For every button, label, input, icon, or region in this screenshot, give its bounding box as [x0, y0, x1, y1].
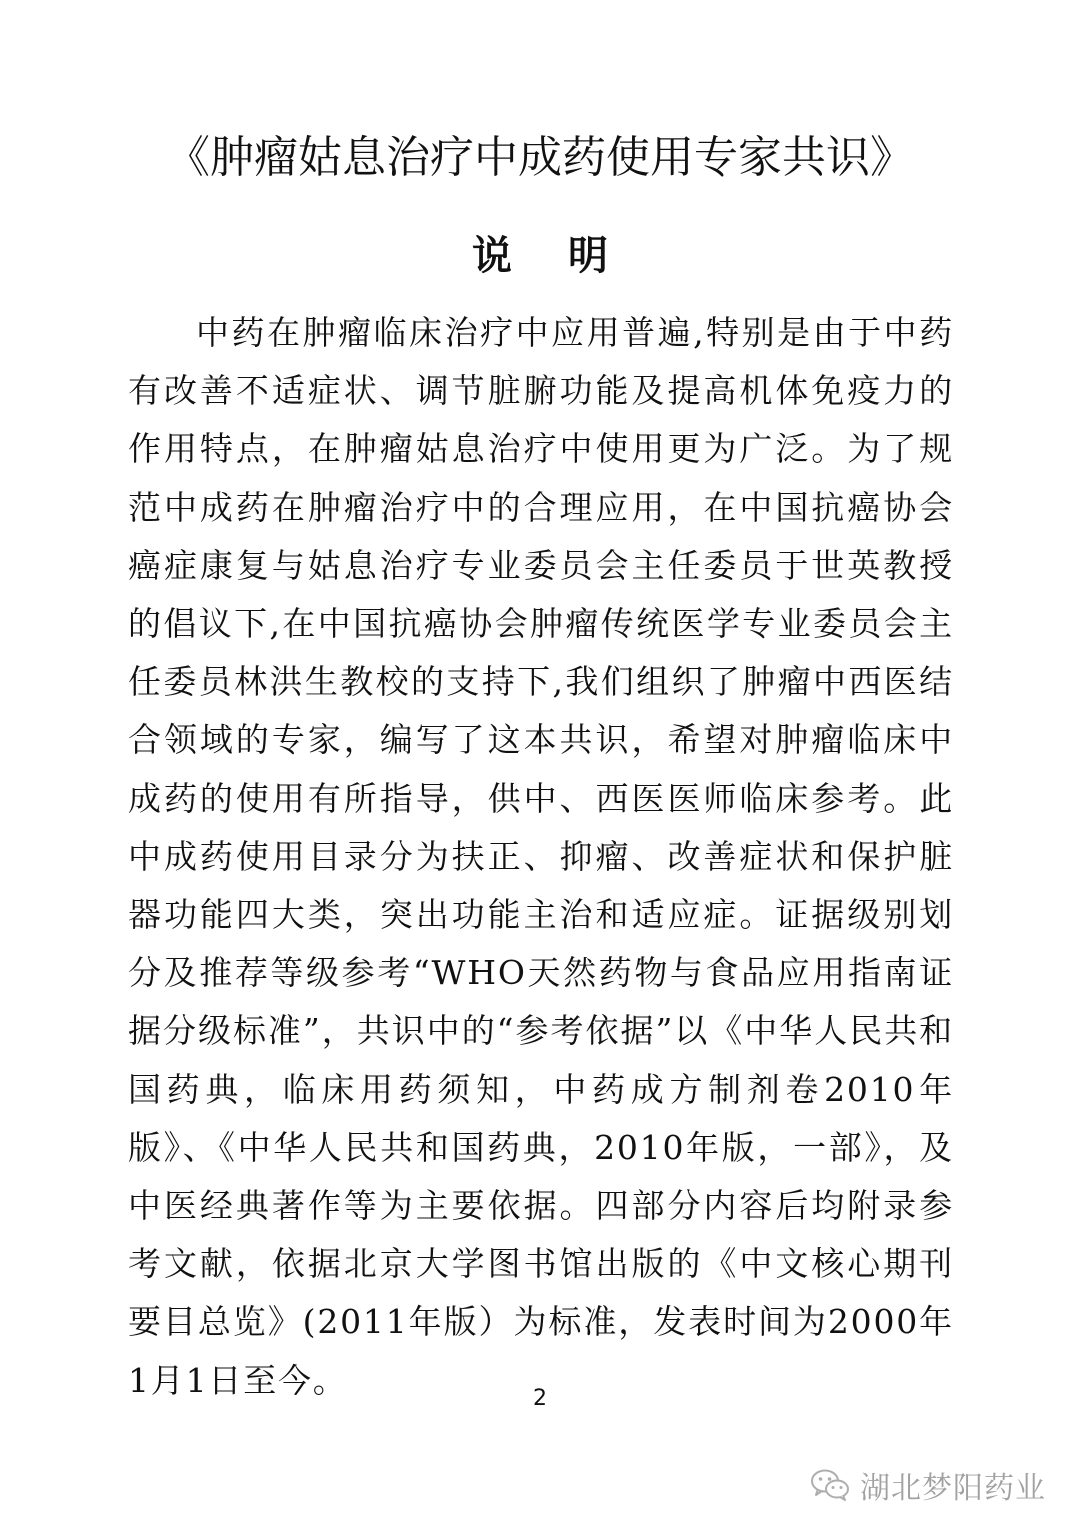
- wechat-icon: [810, 1468, 850, 1502]
- watermark: [810, 1465, 1046, 1505]
- watermark-text: 湖北梦阳药业: [860, 1471, 1046, 1506]
- section-heading: 说明: [472, 233, 664, 279]
- document-title: 《肿瘤姑息治疗中成药使用专家共识》: [166, 132, 914, 183]
- page-number: 2: [533, 1386, 547, 1411]
- body-paragraph: 中药在肿瘤临床治疗中应用普遍,特别是由于中药有改善不适症状、调节脏腑功能及提高机体免疫力的作用特点，在肿瘤姑息治疗中使用更为广泛。为了规范中成药在肿瘤治疗中的合理应用，在中国抗癌协会癌症康复与姑息治疗专业委员会主任委员于世英教授的倡议下,在中国抗癌协会肿瘤传统医学专业委员会主任委员林洪生教校的支持下,我们组织了肿瘤中西医结合领域的专家，编写了这本共识，希望对肿瘤临床中成药的使用有所指导，供中、西医医师临床参考。此中成药使用目录分为扶正、抑瘤、改善症状和保护脏器功能四大类，突出功能主治和适应症。证据级别划分及推荐等级参考“WHO天然药物与食品应用指南证据分级标准”，共识中的“参考依据”以《中华人民共和国药典，临床用药须知，中药成方制剂卷2010年版》、《中华人民共和国药典，2010年版，一部》，及中医经典著作等为主要依据。四部分内容后均附录参考文献，依据北京大学图书馆出版的《中文核心期刊要目总览》(2011年版）为标准，发表时间为2000年1月1日至今。: [128, 313, 954, 1400]
